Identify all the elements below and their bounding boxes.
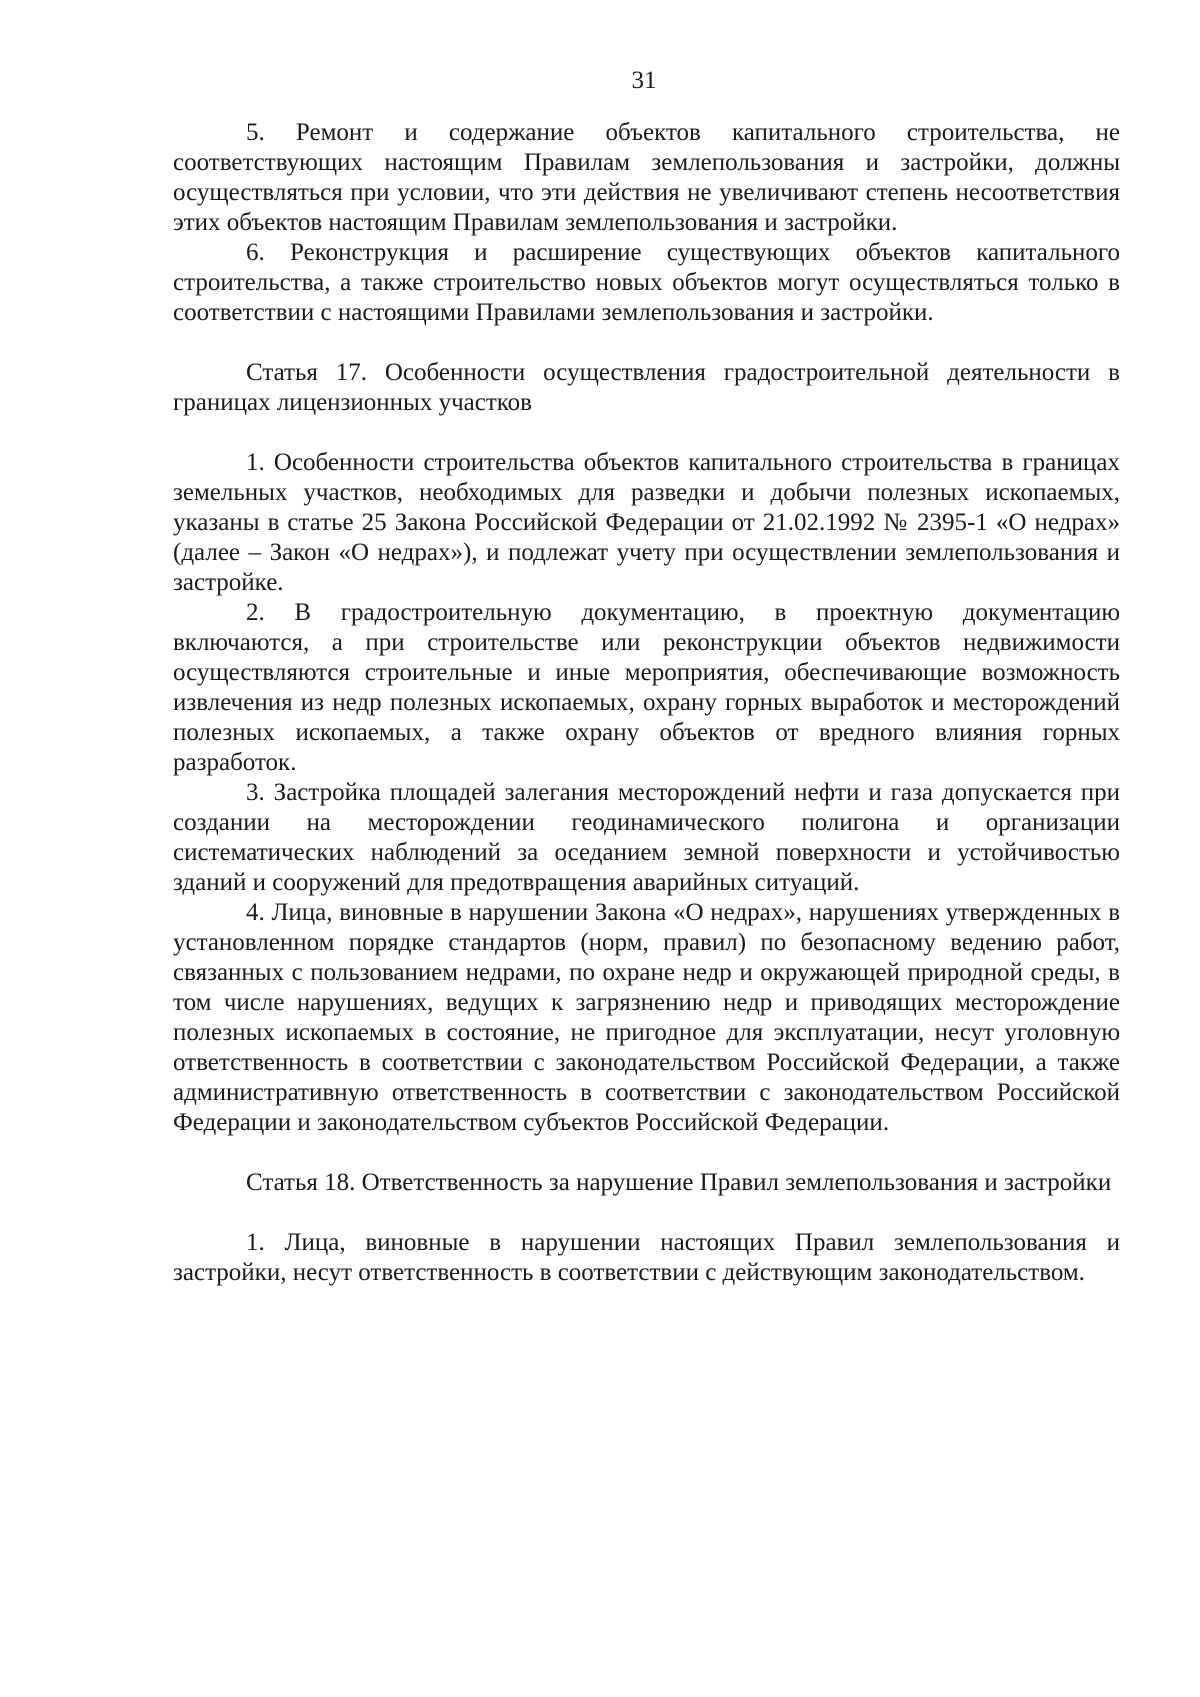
section-gap (173, 1198, 1120, 1228)
section-gap (173, 1138, 1120, 1168)
article-17-paragraph-1: 1. Особенности строительства объектов капитального строительства в границах земельных участков, необходимых для разведки и добычи полезных ископаемых, указаны в статье 25 Закона Российской Федерации от 21.02.1992 № 2395-1 «О недрах» (далее – Закон «О недрах»), и подлежат учету при осуществлении землепользования и застройке. (173, 449, 1120, 596)
document-body (173, 118, 1120, 1288)
paragraph-6: 6. Реконструкция и расширение существующих объектов капитального строительства, а также строительство новых объектов могут осуществляться только в соответствии с настоящими Правилами землепользования и застройки. (173, 239, 1120, 326)
article-17-heading: Статья 17. Особенности осуществления градостроительной деятельности в границах лицензионных участков (173, 359, 1120, 416)
paragraph-5: 5. Ремонт и содержание объектов капитального строительства, не соответствующих настоящим Правилам землепользования и застройки, должны осуществляться при условии, что эти действия не увеличивают степень несоответствия этих объектов настоящим Правилам землепользования и застройки. (173, 119, 1120, 236)
article-18-paragraph-1: 1. Лица, виновные в нарушении настоящих Правил землепользования и застройки, несут ответственность в соответствии с действующим законодательством. (173, 1229, 1120, 1286)
section-gap (173, 328, 1120, 358)
article-18-heading: Статья 18. Ответственность за нарушение Правил землепользования и застройки (246, 1169, 1112, 1196)
article-17-paragraph-2: 2. В градостроительную документацию, в проектную документацию включаются, а при строительстве или реконструкции объектов недвижимости осуществляются строительные и иные мероприятия, обеспечивающие возможность извлечения из недр полезных ископаемых, охрану горных выработок и месторождений полезных ископаемых, а также охрану объектов от вредного влияния горных разработок. (173, 599, 1120, 776)
section-gap (173, 418, 1120, 448)
article-17-paragraph-4: 4. Лица, виновные в нарушении Закона «О недрах», нарушениях утвержденных в установленном порядке стандартов (норм, правил) по безопасному ведению работ, связанных с пользованием недрами, по охране недр и окружающей природной среды, в том числе нарушениях, ведущих к загрязнению недр и приводящих месторождение полезных ископаемых в состояние, не пригодное для эксплуатации, несут уголовную ответственность в соответствии с законодательством Российской Федерации, а также административную ответственность в соответствии с законодательством Российской Федерации и законодательством субъектов Российской Федерации. (173, 899, 1120, 1136)
page-number: 31 (631, 67, 657, 94)
article-17-paragraph-3: 3. Застройка площадей залегания месторождений нефти и газа допускается при создании на месторождении геодинамического полигона и организации систематических наблюдений за оседанием земной поверхности и устойчивостью зданий и сооружений для предотвращения аварийных ситуаций. (173, 779, 1120, 896)
